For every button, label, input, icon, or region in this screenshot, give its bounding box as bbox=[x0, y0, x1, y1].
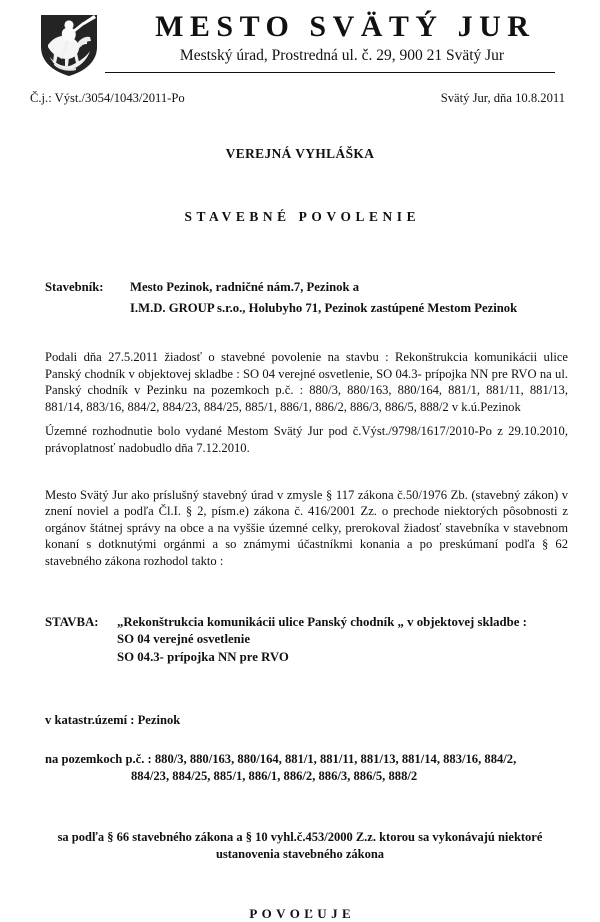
header-titles bbox=[112, 10, 572, 66]
permits-word: POVOĽUJE bbox=[249, 906, 356, 922]
parcels-block bbox=[45, 751, 568, 785]
spacer bbox=[45, 319, 568, 349]
document-type-heading: VEREJNÁ VYHLÁŠKA bbox=[225, 146, 375, 161]
builder-row bbox=[45, 277, 570, 319]
builder-label: Stavebník: bbox=[45, 280, 104, 294]
parcels-label: na pozemkoch p.č. : 880/3, 880/163, 880/164, 881/1, 881/11, 881/13, 881/14, 883/16, 884/2, bbox=[45, 752, 517, 767]
construction-line-2: SO 04 verejné osvetlenie bbox=[117, 632, 251, 647]
parcels-continued: 884/23, 884/25, 885/1, 886/1, 886/2, 886/3, 886/5, 888/2 bbox=[131, 769, 418, 784]
spacer bbox=[45, 415, 568, 423]
construction-line-3: SO 04.3- prípojka NN pre RVO bbox=[117, 649, 289, 664]
legal-statement bbox=[52, 829, 548, 862]
coat-of-arms-icon bbox=[38, 13, 100, 77]
builder-values bbox=[130, 277, 570, 319]
zoning-decision-paragraph: Územné rozhodnutie bolo vydané Mestom Svätý Jur pod č.Výst./9798/1617/2010-Po z 29.10.2010, právoplatnosť nadobudlo dňa 7.12.2010. bbox=[45, 424, 568, 455]
builder-line-2: I.M.D. GROUP s.r.o., Holubyho 71, Pezinok zastúpené Mestom Pezinok bbox=[130, 301, 518, 315]
cadastral-territory: v katastr.území : Pezinok bbox=[45, 713, 181, 728]
document-body bbox=[45, 319, 568, 570]
legal-statement-line-2: ustanovenia stavebného zákona bbox=[215, 846, 385, 861]
place-and-date: Svätý Jur, dňa 10.8.2011 bbox=[440, 91, 565, 105]
builder-section bbox=[45, 277, 570, 319]
document-header bbox=[0, 0, 600, 78]
reference-line bbox=[30, 90, 565, 106]
reference-number: Č.j.: Výst./3054/1043/2011-Po bbox=[30, 91, 185, 105]
organization-address: Mestský úrad, Prostredná ul. č. 29, 900 21 Svätý Jur bbox=[179, 47, 505, 64]
authority-paragraph: Mesto Svätý Jur ako príslušný stavebný úrad v zmysle § 117 zákona č.50/1976 Zb. (stavebný zákon) v znení noviel a podľa Čl.I. § 2, písm.e) zákona č. 416/2001 Zz. o prechode niektorých pôsobnosti z orgánov štátnej správy na obce a na vyššie územné celky, prerokoval žiadosť stavebníka v stavebnom konaní s dotknutými orgánmi a so známymi účastníkmi konania a po preskúmaní podľa § 62 stavebného zákona rozhodol takto : bbox=[45, 487, 568, 568]
construction-row bbox=[45, 614, 568, 667]
organization-title: MESTO SVÄTÝ JUR bbox=[155, 10, 536, 43]
construction-values bbox=[117, 614, 568, 667]
cadastre-section bbox=[45, 712, 568, 785]
spacer bbox=[45, 457, 568, 487]
construction-line-1: „Rekonštrukcia komunikácii ulice Panský chodník „ v objektovej skladbe : bbox=[117, 614, 527, 629]
construction-label: STAVBA: bbox=[45, 614, 99, 629]
document-main-heading: STAVEBNÉ POVOLENIE bbox=[184, 209, 421, 224]
construction-section bbox=[45, 614, 568, 667]
legal-statement-line-1: sa podľa § 66 stavebného zákona a § 10 vyhl.č.453/2000 Z.z. ktorou sa vykonávajú niektoré bbox=[57, 830, 543, 845]
application-paragraph: Podali dňa 27.5.2011 žiadosť o stavebné povolenie na stavbu : Rekonštrukcia komunikácii ulice Panský chodník v objektovej skladbe : SO 04 verejné osvetlenie, SO 04.3- prípojka NN pre RVO na ul. Panský chodník v Pezinku na pozemkoch p.č. : 880/3, 880/163, 880/164, 881/1, 881/11, 881/13, 881/14, 883/16, 884/2, 884/23, 884/25, 885/1, 886/1, 886/2, 886/3, 886/5, 888/2 v k.ú.Pezinok bbox=[45, 350, 568, 414]
builder-line-1: Mesto Pezinok, radničné nám.7, Pezinok a bbox=[130, 280, 360, 294]
header-divider bbox=[105, 72, 555, 73]
